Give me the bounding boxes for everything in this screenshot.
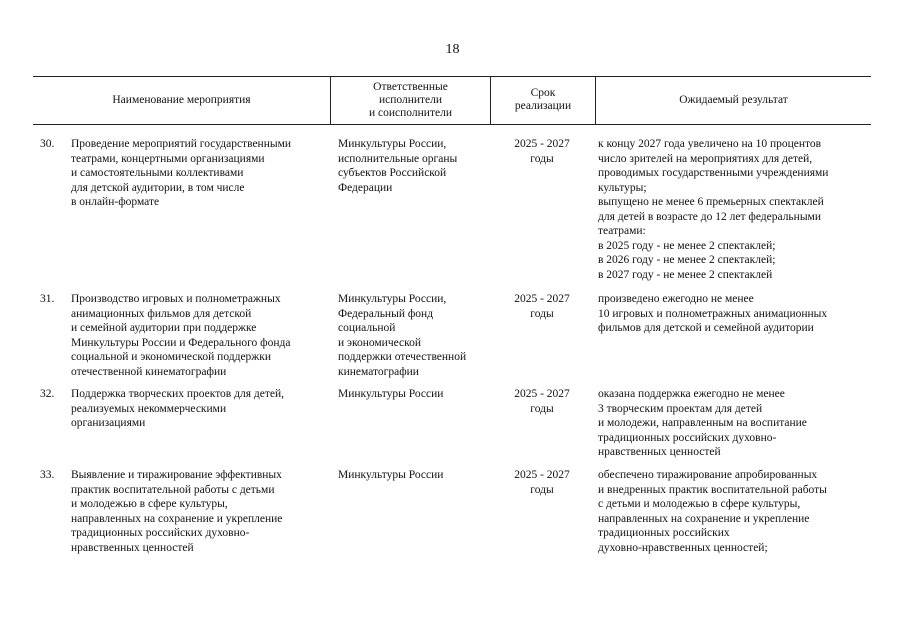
row-number: 33. xyxy=(40,469,55,481)
header-result: Ожидаемый результат xyxy=(679,93,788,106)
page-number: 18 xyxy=(445,42,460,57)
row-number: 31. xyxy=(40,293,55,305)
row-term: 2025 - 2027 годы xyxy=(514,293,570,320)
row-name: Выявление и тиражирование эффективных практик воспитательной работы с детьми и молодежью в сфере культуры, направленных на сохранение и укрепление традиционных российских духовно- нравственных ценностей xyxy=(71,469,283,554)
row-responsible: Минкультуры России xyxy=(338,388,444,400)
row-number: 32. xyxy=(40,388,55,400)
row-responsible: Минкультуры России, Федеральный фонд социальной и экономической поддержки отечественной кинематографии xyxy=(338,293,467,378)
row-name: Проведение мероприятий государственными театрами, концертными организациями и самостоятельными коллективами для детской аудитории, в том числе в онлайн-формате xyxy=(71,138,292,208)
header-name: Наименование мероприятия xyxy=(112,93,251,106)
header-term: Срок реализации xyxy=(514,87,572,112)
row-responsible: Минкультуры России, исполнительные органы субъектов Российской Федерации xyxy=(338,138,458,194)
row-term: 2025 - 2027 годы xyxy=(514,469,570,496)
row-name: Производство игровых и полнометражных анимационных фильмов для детской и семейной аудитории при поддержке Минкультуры России и Федерального фонда социальной и экономической поддержки отечественной кинематографии xyxy=(71,293,291,378)
row-result: обеспечено тиражирование апробированных и внедренных практик воспитательной работы с детьми и молодежью в сфере культуры, направленных на сохранение и укрепление традиционных российских духовно-нравственных ценностей; xyxy=(598,469,827,554)
header-bottom-rule xyxy=(33,124,871,125)
row-number: 30. xyxy=(40,138,55,150)
row-result: оказана поддержка ежегодно не менее 3 творческим проектам для детей и молодежи, направленным на воспитание традиционных российских духовно- нравственных ценностей xyxy=(598,388,807,458)
row-responsible: Минкультуры России xyxy=(338,469,444,481)
row-name: Поддержка творческих проектов для детей, реализуемых некоммерческими организациями xyxy=(71,388,284,429)
header-responsible: Ответственные исполнители и соисполнители xyxy=(369,80,452,119)
row-result: произведено ежегодно не менее 10 игровых и полнометражных анимационных фильмов для детской и семейной аудитории xyxy=(598,293,828,334)
row-term: 2025 - 2027 годы xyxy=(514,138,570,165)
row-term: 2025 - 2027 годы xyxy=(514,388,570,415)
row-result: к концу 2027 года увеличено на 10 процентов число зрителей на мероприятиях для детей, проводимых государственными учреждениями культуры; выпущено не менее 6 премьерных спектаклей для детей в возрасте до 12 лет федеральными театрами: в 2025 году - не менее 2 спектаклей; в 2026 году - не менее 2 спектаклей; в 2027 году - не менее 2 спектаклей xyxy=(598,138,829,281)
